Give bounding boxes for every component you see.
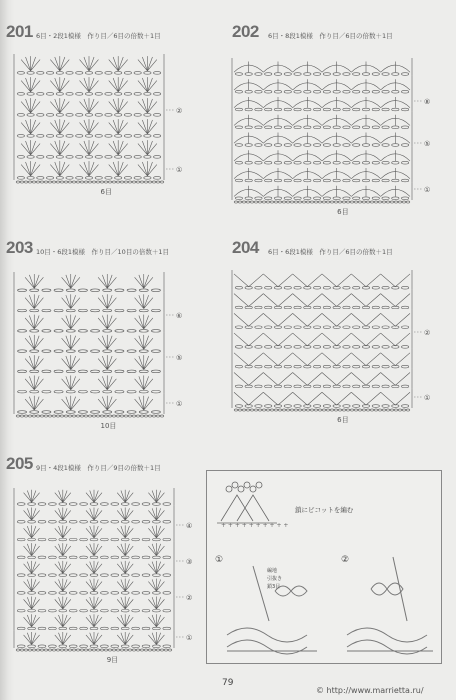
- row-label: ①: [424, 186, 431, 194]
- chart-svg: [10, 264, 190, 430]
- base-repeat-label: 10目: [100, 422, 117, 430]
- pattern-description-203: 10目・6段1模様 作り目／10目の倍数＋1目: [36, 248, 169, 256]
- row-label: ①: [176, 400, 183, 408]
- svg-text:+ + + + + + + + + +: + + + + + + + + + +: [221, 522, 289, 529]
- row-label: ①: [176, 166, 183, 174]
- pattern-number-203: 203: [6, 238, 33, 257]
- pattern-description-201: 6目・2段1模様 作り目／6目の倍数＋1目: [36, 32, 161, 40]
- page-number: 79: [222, 678, 234, 688]
- pattern-number-204: 204: [232, 238, 259, 257]
- step-note-chain3: 鎖3目: [267, 584, 281, 590]
- step-note-slipstitch: 引抜き: [267, 576, 283, 582]
- chart-svg: [10, 46, 190, 196]
- row-label: ②: [186, 594, 193, 602]
- row-label: ①: [186, 634, 193, 642]
- step-2-label: ②: [341, 555, 350, 565]
- row-label: ②: [424, 329, 431, 337]
- crochet-chart-203: [10, 264, 190, 430]
- base-repeat-label: 6目: [100, 188, 112, 196]
- base-repeat-label: 9目: [106, 656, 119, 664]
- watermark-text: © http://www.marrietta.ru/: [316, 686, 424, 695]
- chart-svg: [228, 262, 438, 424]
- crochet-chart-201: [10, 46, 190, 196]
- crochet-chart-205: [10, 480, 200, 664]
- row-label: ⑥: [176, 312, 183, 320]
- picot-instruction-box: [206, 470, 442, 664]
- pattern-number-202: 202: [232, 22, 259, 41]
- picot-instruction-illustrations: [207, 471, 441, 663]
- row-label: ③: [186, 558, 193, 566]
- row-label: ①: [424, 394, 431, 402]
- pattern-description-205: 9目・4段1模様 作り目／9目の倍数＋1目: [36, 464, 161, 472]
- row-label: ⑧: [424, 98, 431, 106]
- row-label: ⑤: [424, 140, 431, 148]
- chart-svg: [10, 480, 200, 664]
- base-repeat-label: 6目: [337, 416, 349, 424]
- row-label: ②: [176, 107, 183, 115]
- row-label: ④: [186, 522, 193, 530]
- row-label: ⑤: [176, 354, 183, 362]
- base-repeat-label: 6目: [337, 208, 349, 216]
- pattern-description-202: 6目・8段1模様 作り目／6目の倍数＋1目: [268, 32, 393, 40]
- step-note-fabric: 編地: [267, 568, 278, 574]
- step-1-label: ①: [215, 555, 224, 565]
- picot-instruction-title: 鎖にピコットを編む: [295, 506, 354, 514]
- chart-svg: [228, 50, 438, 216]
- pattern-number-201: 201: [6, 22, 33, 41]
- crochet-chart-202: [228, 50, 438, 216]
- crochet-chart-204: [228, 262, 438, 424]
- pattern-description-204: 6目・6段1模様 作り目／6目の倍数＋1目: [268, 248, 393, 256]
- pattern-number-205: 205: [6, 454, 33, 473]
